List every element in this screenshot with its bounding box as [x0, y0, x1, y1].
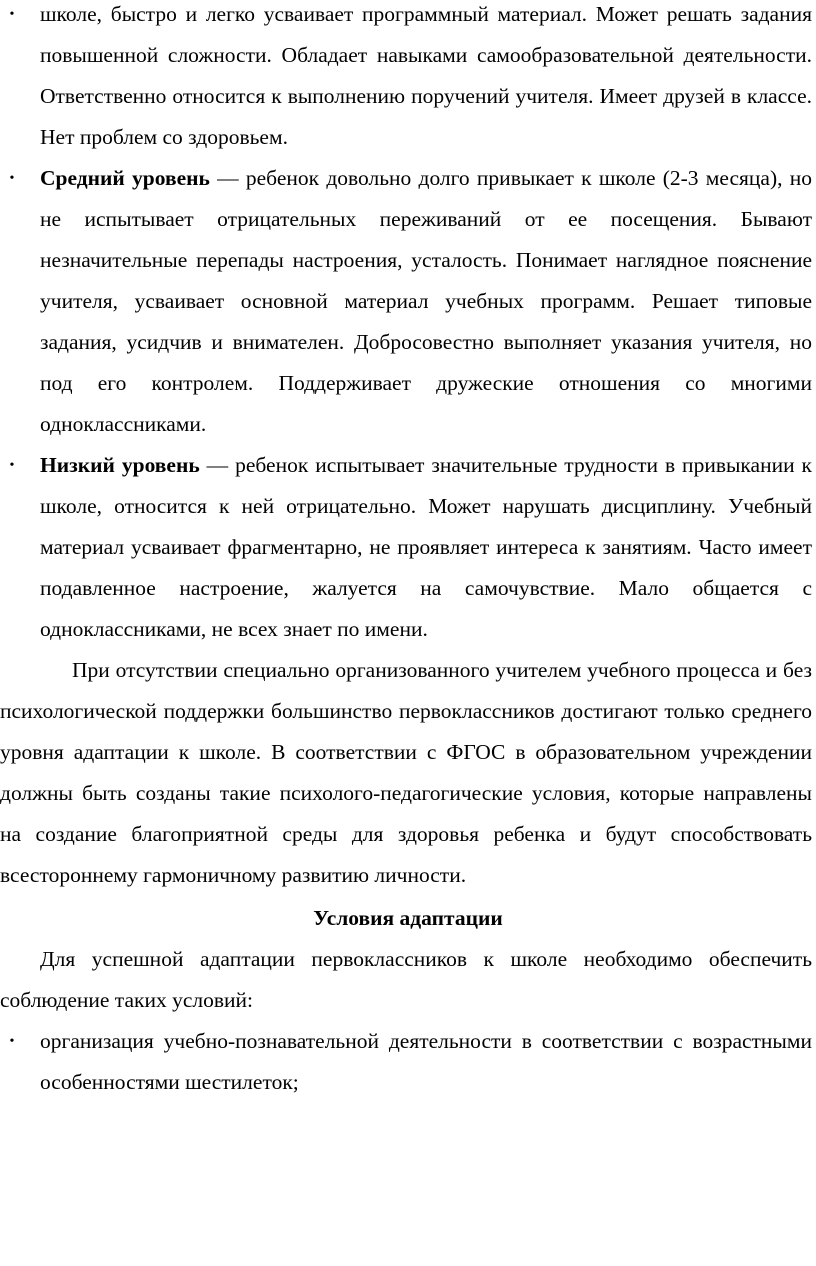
list-item-text: школе, быстро и легко усваивает программный материал. Может решать задания повышенной сложности. Обладает навыками самообразовательной деятельности. Ответственно относится к выполнению поручений учителя. Имеет друзей в классе. Нет проблем со здоровьем.: [40, 2, 812, 149]
list-item-text: организация учебно-познавательной деятельности в соответствии с возрастными особенностями шестилеток;: [40, 1029, 812, 1094]
list-item-condition: [0, 1021, 816, 1103]
section-heading: Условия адаптации: [313, 906, 503, 930]
list-item-high-level-continued: [0, 0, 816, 158]
list-item-dash: —: [209, 166, 246, 190]
body-paragraph: Для успешной адаптации первоклассников к школе необходимо обеспечить соблюдение таких условий:: [0, 947, 812, 1012]
bullet-icon: •: [9, 458, 15, 473]
body-paragraph: При отсутствии специально организованного учителем учебного процесса и без психологической поддержки большинство первоклассников достигают только среднего уровня адаптации к школе. В соответствии с ФГОС в образовательном учреждении должны быть созданы такие психолого-педагогические условия, которые направлены на создание благоприятной среды для здоровья ребенка и будут способствовать всестороннему гармоничному развитию личности.: [0, 658, 812, 887]
list-item-low-level: [0, 445, 816, 650]
list-item-medium-level: [0, 158, 816, 445]
bullet-icon: •: [9, 1034, 15, 1049]
bullet-icon: •: [9, 171, 15, 186]
list-item-dash: —: [199, 453, 236, 477]
list-item-term: Средний уровень: [40, 166, 210, 190]
list-item-text: ребенок довольно долго привыкает к школе (2-3 месяца), но не испытывает отрицательных переживаний от ее посещения. Бывают незначительные перепады настроения, усталость. Понимает наглядное пояснение учителя, усваивает основной материал учебных программ. Решает типовые задания, усидчив и внимателен. Добросовестно выполняет указания учителя, но под его контролем. Поддерживает дружеские отношения со многими одноклассниками.: [40, 166, 813, 436]
list-item-text: ребенок испытывает значительные трудности в привыкании к школе, относится к ней отрицательно. Может нарушать дисциплину. Учебный материал усваивает фрагментарно, не проявляет интереса к занятиям. Часто имеет подавленное настроение, жалуется на самочувствие. Мало общается с одноклассниками, не всех знает по имени.: [40, 453, 812, 641]
bullet-icon: •: [9, 7, 15, 22]
list-item-term: Низкий уровень: [40, 453, 200, 477]
